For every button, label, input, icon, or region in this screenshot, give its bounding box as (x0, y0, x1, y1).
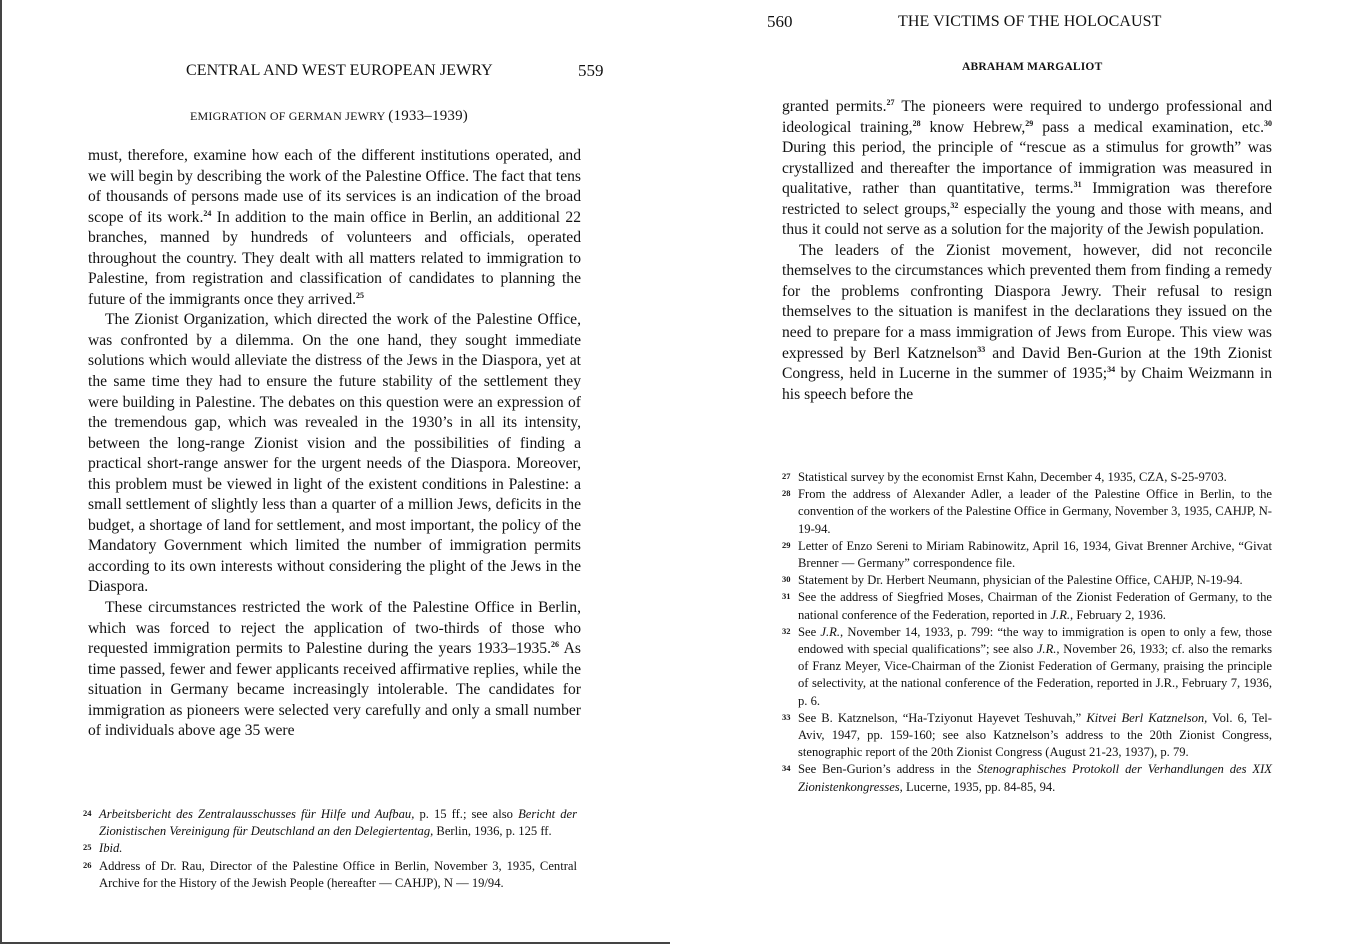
paragraph: granted permits.$^{27}$ The pioneers were required to undergo professional and ideological training,$^{28}$ know Hebrew,$^{29}$ pass a medical examination, etc.$^{30}$ During this period, the principle of “rescue as a stimulus for growth” was crystallized and thereafter the importance of immigration was measured in qualitative, rather than quantitative, terms.$^{31}$ Immigration was therefore restricted to select groups,$^{32}$ especially the young and those with means, and thus it could not serve as a solution for the majority of the Jewish population. (782, 98, 1272, 239)
right-page (684, 0, 1363, 944)
page-number-left: 559 (578, 61, 604, 80)
section-head-caps: EMIGRATION OF GERMAN JEWRY (190, 109, 386, 123)
footnote-number: 34 (782, 763, 791, 774)
footnote: 30 Statement by Dr. Herbert Neumann, physician of the Palestine Office, CAHJP, N-19-94. (782, 573, 1243, 588)
paragraph: must, therefore, examine how each of the different institutions operated, and we will begin by describing the work of the Palestine Office. The fact that tens of thousands of persons made use of its services is an indication of the broad scope of its work.$^{24}$ In addition to the main office in Berlin, an additional 22 branches, manned by hundreds of volunteers and officials, operated throughout the country. They dealt with all matters related to immigration to Palestine, from registration and classification of candidates to planning the future of the immigrants once they arrived.$^{25}$ (88, 147, 582, 308)
footnote-number: 28 (782, 488, 791, 499)
left-footnotes (83, 806, 577, 892)
left-body-text (88, 146, 581, 742)
footnote-ref[interactable]: 33 (977, 344, 986, 354)
footnote-ref[interactable]: 32 (950, 200, 959, 210)
footnote-number: 24 (83, 808, 92, 818)
footnote: 33 See B. Katznelson, “Ha-Tziyonut Hayevet Teshuvah,” Kitvei Berl Katznelson, Vol. 6, Tel-Aviv, 1947, pp. 159-160; see also Katznelson’s address to the 20th Zionist Congress, stenographic report of the 20th Zionist Congress (August 21-23, 1937), p. 79. (782, 710, 1272, 760)
footnote: 27 Statistical survey by the economist Ernst Kahn, December 4, 1935, CZA, S-25-9703. (782, 470, 1227, 484)
footnote-ref[interactable]: 25 (356, 290, 365, 300)
footnote-ref[interactable]: 24 (203, 208, 212, 218)
footnote-ref[interactable]: 27 (886, 98, 895, 107)
paragraph: The leaders of the Zionist movement, however, did not reconcile themselves to the circumstances which prevented them from finding a remedy for the problems confronting Diaspora Jewry. Their refusal to resign themselves to the situation is manifest in the declarations they issued on the need to prepare for a mass immigration of Jews from Europe. This view was expressed by Berl Katznelson$^{33}$ and David Ben-Gurion at the 19th Zionist Congress, held in Lucerne in the summer of 1935;$^{34}$ by Chaim Weizmann in his speech before the (782, 241, 1273, 403)
footnote-number: 25 (83, 842, 92, 853)
running-head-right: THE VICTIMS OF THE HOLOCAUST (898, 13, 1162, 30)
footnote: 32 See J.R., November 14, 1933, p. 799: “the way to immigration is open to only a few, those endowed with special qualifications”; see also J.R., November 26, 1933; cf. also the remarks of Franz Meyer, Vice-Chairman of the Zionist Federation of Germany, praising the principle of selectivity, at the national conference of the Federation, reported in J.R., February 7, 1936, p. 6. (782, 624, 1273, 708)
footnote: 31 See the address of Siegfried Moses, Chairman of the Zionist Federation of Germany, to the national conference of the Federation, reported in J.R., February 2, 1936. (782, 590, 1272, 622)
footnote: 28 From the address of Alexander Adler, a leader of the Palestine Office in Berlin, to the convention of the workers of the Palestine Office in Germany, November 3, 1935, CAHJP, N-19-94. (782, 487, 1272, 536)
footnote-number: 31 (782, 591, 791, 602)
right-footnotes (782, 469, 1272, 796)
footnote-ref[interactable]: 30 (1263, 118, 1272, 128)
footnote-number: 26 (83, 859, 92, 870)
right-body-text (782, 97, 1272, 405)
footnote: 29 Letter of Enzo Sereni to Miriam Rabinowitz, April 16, 1934, Givat Brenner Archive, “Givat Brenner — Germany” correspondence file. (782, 538, 1272, 571)
footnote-number: 30 (782, 574, 791, 585)
footnote-ref[interactable]: 28 (912, 118, 921, 128)
footnote-number: 29 (782, 539, 791, 550)
paragraph: These circumstances restricted the work of the Palestine Office in Berlin, which was forced to reject the application of two-thirds of those who requested immigration permits to Palestine during the years 1933–1935.26 As time passed, fewer and fewer applicants received affirmative replies, while the situation in Germany became increasingly intolerable. The candidates for immigration as pioneers were selected very carefully and only a small number of individuals above age 35 were (88, 599, 581, 740)
running-head-left: CENTRAL AND WEST EUROPEAN JEWRY (186, 62, 493, 79)
footnote: 25 Ibid. (83, 841, 123, 856)
footnote: 26 Address of Dr. Rau, Director of the Palestine Office in Berlin, November 3, 1935, Central Archive for the History of the Jewish People (hereafter — CAHJP), N — 19/94. (83, 858, 577, 890)
page-number-right: 560 (767, 12, 793, 31)
section-head (190, 108, 468, 125)
footnote-number: 27 (782, 471, 791, 481)
footnote-ref[interactable]: 34 (1107, 365, 1116, 375)
footnote-ref[interactable]: 29 (1025, 118, 1034, 128)
paragraph: The Zionist Organization, which directed the work of the Palestine Office, was confronted by a dilemma. On the one hand, they sought immediate solutions which would alleviate the distress of the Jews in the Diaspora, yet at the same time they had to ensure the future stability of the settlement they were building in Palestine. The debates on this question were an expression of the tremendous gap, which was revealed in the 1930’s in all its intensity, between the long-range Zionist vision and the possibilities of finding a practical short-range answer for the urgent needs of the Diaspora. Moreover, this problem must be viewed in light of the existent conditions in Palestine: a small settlement of slightly less than a quarter of a million Jews, deficits in the budget, a shortage of land for settlement, and most important, the policy of the Mandatory Government which limited the number of immigration permits according to its own interests without considering the plight of the Jews in the Diaspora. (88, 311, 581, 596)
left-page (0, 0, 670, 944)
section-head-years: (1933–1939) (388, 108, 468, 124)
footnote: 34 See Ben-Gurion’s address in the Stenographisches Protokoll der Verhandlungen des XIX Zionistenkongresses, Lucerne, 1935, pp. 84-85, 94. (782, 762, 1272, 794)
footnote-number: 33 (782, 711, 791, 722)
footnote-number: 32 (782, 625, 791, 636)
footnote-ref[interactable]: 26 (551, 640, 559, 650)
footnote: 24 Arbeitsbericht des Zentralausschusses für Hilfe und Aufbau, p. 15 ff.; see also Bericht der Zionistischen Vereinigung für Deutschland an den Delegiertentag, Berlin, 1936, p. 125 ff. (83, 807, 577, 839)
footnote-ref[interactable]: 31 (1073, 180, 1082, 190)
author-name: ABRAHAM MARGALIOT (962, 61, 1103, 73)
